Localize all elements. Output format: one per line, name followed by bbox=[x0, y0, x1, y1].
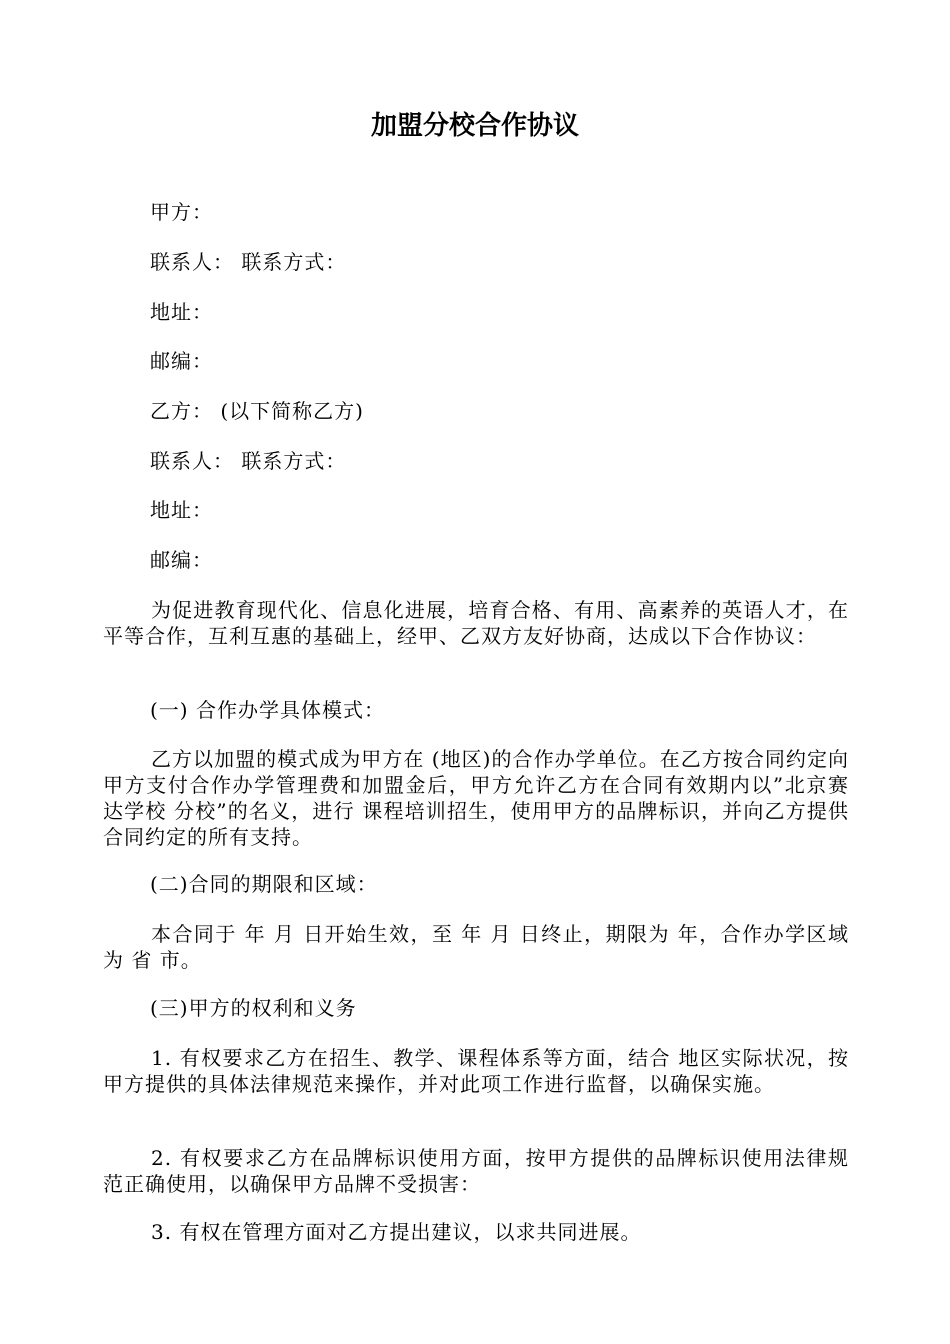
section-1-body: 乙方以加盟的模式成为甲方在 (地区)的合作办学单位。在乙方按合同约定向甲方支付合作办学管理费和加盟金后，甲方允许乙方在合同有效期内以”北京赛达学校 分校”的名义，进行 课程培训招生，使用甲方的品牌标识，并向乙方提供合同约定的所有支持。 bbox=[103, 747, 849, 849]
party-a-contact: 联系人： 联系方式： bbox=[150, 250, 347, 274]
party-a-label: 甲方： bbox=[150, 200, 213, 224]
party-b-address: 地址： bbox=[150, 498, 213, 522]
section-2-heading: (二)合同的期限和区域： bbox=[150, 872, 378, 896]
intro-paragraph: 为促进教育现代化、信息化进展，培育合格、有用、高素养的英语人才，在平等合作，互利互惠的基础上，经甲、乙双方友好协商，达成以下合作协议： bbox=[103, 598, 849, 648]
document-title: 加盟分校合作协议 bbox=[370, 111, 579, 141]
section-3-heading: (三)甲方的权利和义务 bbox=[150, 996, 357, 1020]
party-b-contact: 联系人： 联系方式： bbox=[150, 449, 347, 473]
section-1-heading: (一) 合作办学具体模式： bbox=[150, 698, 385, 722]
section-3-item-1: 1. 有权要求乙方在招生、教学、课程体系等方面，结合 地区实际状况，按甲方提供的具体法律规范来操作，并对此项工作进行监督，以确保实施。 bbox=[103, 1046, 849, 1096]
section-3-item-2: 2. 有权要求乙方在品牌标识使用方面，按甲方提供的品牌标识使用法律规范正确使用，以确保甲方品牌不受损害： bbox=[103, 1146, 849, 1196]
section-2-body: 本合同于 年 月 日开始生效，至 年 月 日终止，期限为 年，合作办学区域为 省 市。 bbox=[103, 922, 849, 972]
party-b-label: 乙方： (以下简称乙方) bbox=[150, 399, 364, 423]
party-b-postcode: 邮编： bbox=[150, 548, 213, 572]
party-a-postcode: 邮编： bbox=[150, 349, 213, 373]
section-3-item-3: 3. 有权在管理方面对乙方提出建议，以求共同进展。 bbox=[151, 1220, 642, 1244]
party-a-address: 地址： bbox=[150, 300, 213, 324]
